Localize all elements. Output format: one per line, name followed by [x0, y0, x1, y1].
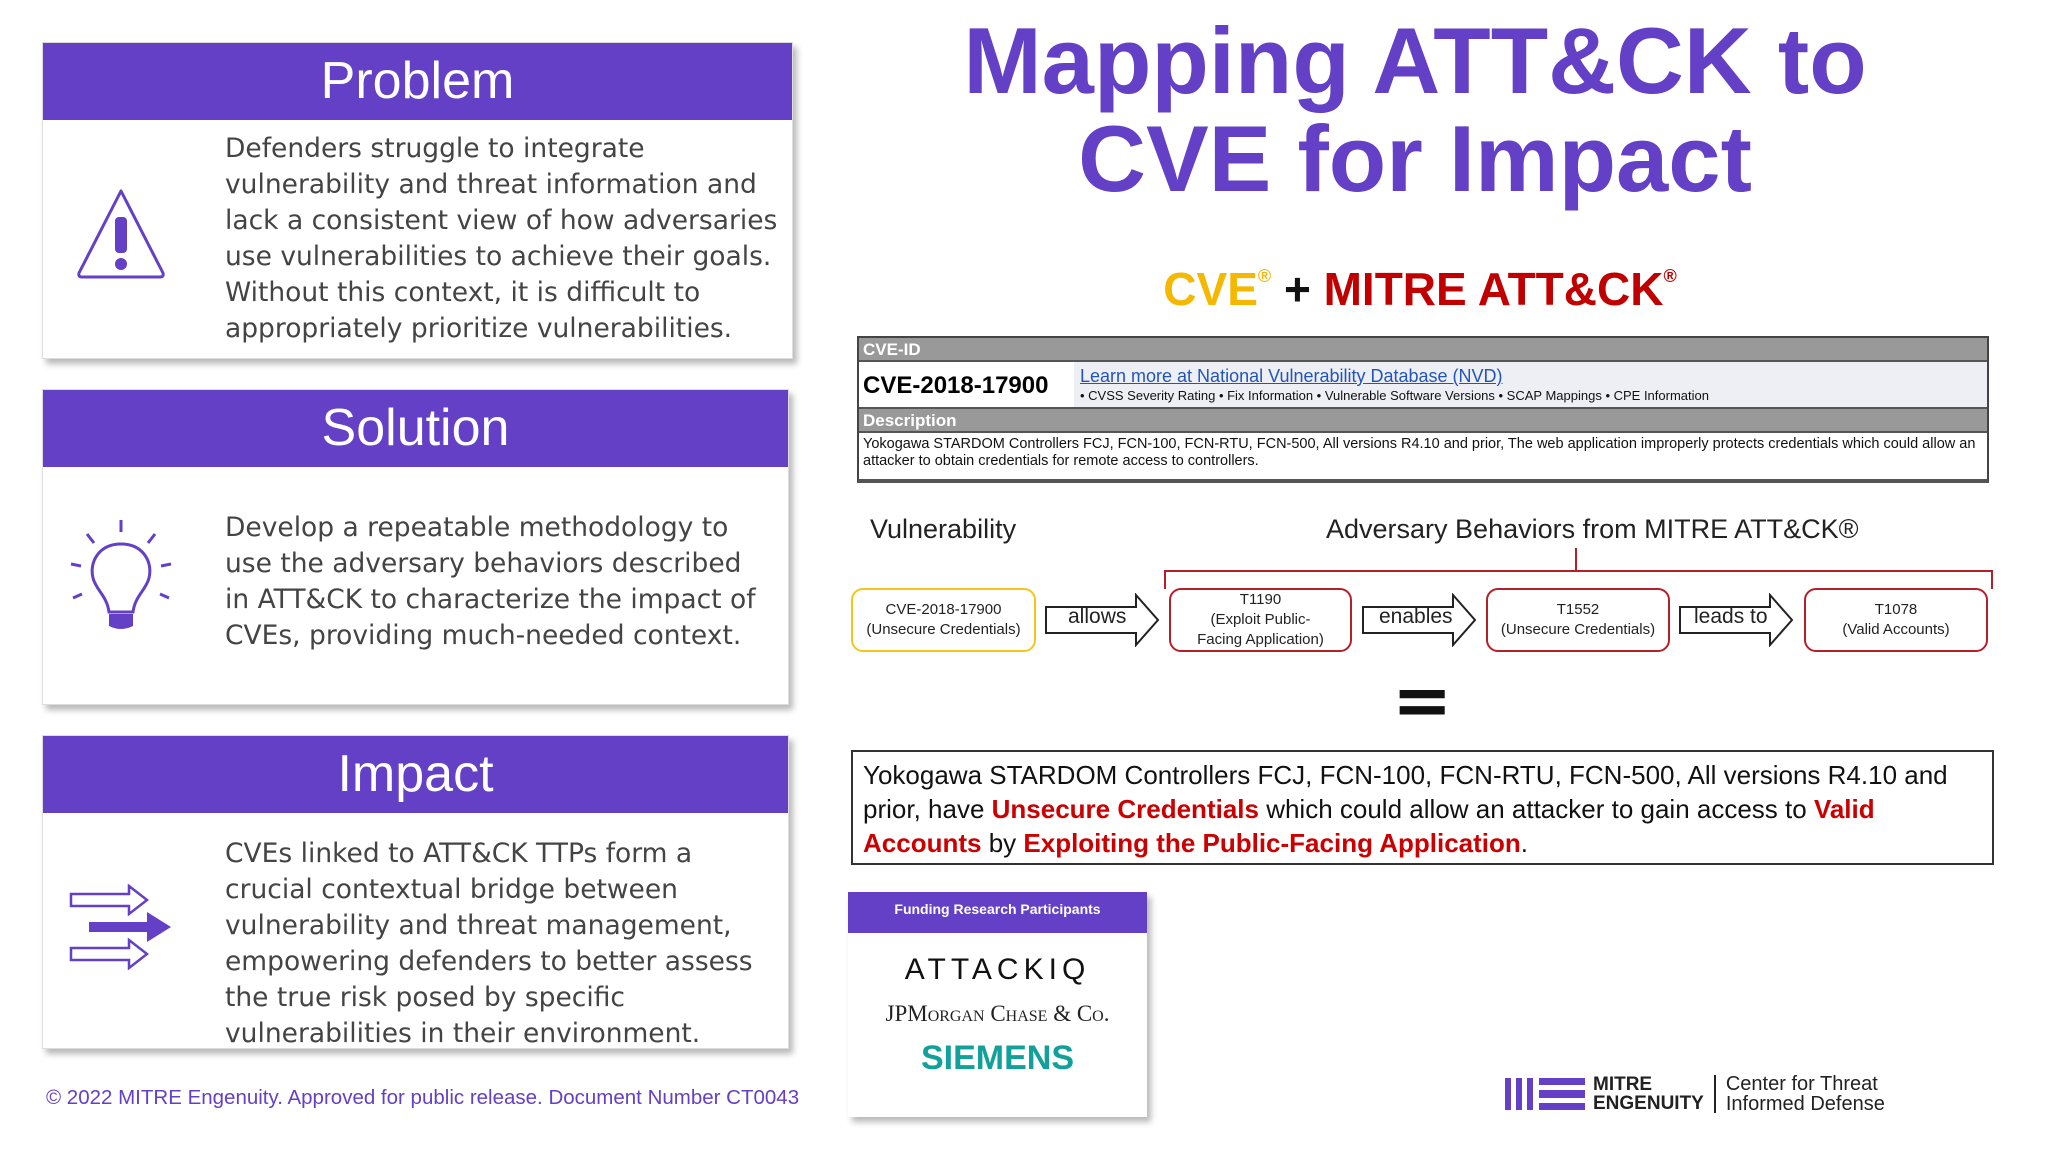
copyright: © 2022 MITRE Engenuity. Approved for public release. Document Number CT0043 — [46, 1086, 800, 1109]
title-line-1: Mapping ATT&CK to — [963, 8, 1867, 113]
result-highlight: Valid Accounts — [863, 794, 1875, 858]
node-label: (Unsecure Credentials) — [1500, 621, 1656, 638]
impact-panel — [42, 735, 789, 1049]
result-text: by — [981, 828, 1024, 858]
arrow-label: allows — [1068, 605, 1127, 628]
ctid-text: Informed Defense — [1725, 1093, 1885, 1115]
ctid-text: Center for Threat — [1725, 1073, 1878, 1095]
flow-node-t1078 — [1804, 588, 1988, 652]
flow-node-t1552 — [1486, 588, 1670, 652]
panel-title: Impact — [43, 736, 788, 813]
title-line-2: CVE for Impact — [1078, 106, 1752, 211]
panel-title: Problem — [43, 43, 792, 120]
node-label: (Exploit Public-Facing Application) — [1197, 611, 1324, 648]
nvd-link[interactable]: Learn more at National Vulnerability Database (NVD) — [1080, 366, 1503, 386]
jpmorgan-logo: JPMorgan Chase & Co. — [885, 1001, 1110, 1026]
cve-id-header: CVE-ID — [859, 338, 1987, 362]
reg-mark: ® — [1257, 266, 1272, 286]
reg-mark: ® — [1663, 266, 1677, 286]
problem-panel — [42, 42, 793, 359]
result-text: . — [1520, 828, 1529, 858]
panel-title: Solution — [43, 390, 788, 467]
page-title — [900, 8, 1930, 211]
funding-panel — [848, 892, 1147, 1117]
cve-logo: CVE — [1163, 263, 1258, 315]
panel-text: Defenders struggle to integrate vulnerability and threat information and lack a consistent view of how adversaries use vulnerabilities to achieve their goals. Without this context, it is difficult to appropriately prioritize vulnerabilities. — [225, 133, 778, 344]
funding-header: Funding Research Participants — [848, 892, 1147, 933]
result-text: which could allow an attacker to gain access to — [1258, 794, 1814, 824]
flow-node-cve — [851, 588, 1036, 652]
node-id: CVE-2018-17900 — [885, 601, 1002, 618]
logo-text: MITRE — [1593, 1074, 1653, 1095]
arrows-icon — [69, 884, 173, 970]
nvd-links-list: • CVSS Severity Rating • Fix Information • Vulnerable Software Versions • SCAP Mappings • CPE Information — [1080, 388, 1709, 403]
arrow-label: leads to — [1694, 605, 1768, 628]
plus-sign: + — [1283, 263, 1311, 315]
result-highlight: Unsecure Credentials — [991, 794, 1259, 824]
panel-text: CVEs linked to ATT&CK TTPs form a crucial contextual bridge between vulnerability and threat management, empowering defenders to better assess the true risk posed by specific vulnerabilities in their environment. — [225, 838, 753, 1049]
cve-id: CVE-2018-17900 — [863, 372, 1049, 399]
mitre-engenuity-logo — [1505, 1074, 1885, 1114]
result-statement — [851, 750, 1994, 865]
node-id: T1078 — [1874, 601, 1918, 618]
brand-line — [1100, 262, 1740, 316]
mitre-mark-icon — [1505, 1076, 1587, 1112]
attack-logo: MITRE ATT&CK — [1323, 263, 1664, 315]
result-highlight: Exploiting the Public-Facing Application — [1023, 828, 1521, 858]
node-id: T1552 — [1556, 601, 1600, 618]
arrow-enables — [1361, 593, 1477, 647]
adversary-behaviors-label: Adversary Behaviors from MITRE ATT&CK® — [1326, 514, 1859, 544]
cve-record — [857, 336, 1989, 483]
arrow-label: enables — [1379, 605, 1453, 628]
node-id: T1190 — [1239, 591, 1282, 608]
bracket — [1162, 545, 1996, 591]
panel-text: Develop a repeatable methodology to use the adversary behaviors described in ATT&CK to characterize the impact of CVEs, providing much-needed context. — [225, 512, 756, 651]
lightbulb-icon — [65, 518, 177, 632]
description-header: Description — [859, 409, 1987, 433]
warning-icon — [75, 187, 167, 281]
siemens-logo: SIEMENS — [920, 1039, 1075, 1077]
solution-panel — [42, 389, 789, 705]
node-label: (Unsecure Credentials) — [866, 621, 1021, 638]
equals-sign: = — [1392, 658, 1453, 742]
arrow-allows — [1044, 593, 1160, 647]
flow-node-t1190 — [1169, 588, 1352, 652]
attackiq-logo: ATTACKIQ — [904, 953, 1091, 986]
cve-description: Yokogawa STARDOM Controllers FCJ, FCN-100, FCN-RTU, FCN-500, All versions R4.10 and prior, The web application improperly protects credentials which could allow an attacker to obtain credentials for remote access to controllers. — [863, 436, 1976, 469]
result-text: Yokogawa STARDOM Controllers FCJ, FCN-100, FCN-RTU, FCN-500, All versions R4.10 and prior, have — [863, 760, 1948, 824]
node-label: (Valid Accounts) — [1842, 621, 1950, 638]
arrow-leads-to — [1678, 593, 1794, 647]
logo-text: ENGENUITY — [1593, 1093, 1704, 1114]
vulnerability-label: Vulnerability — [870, 514, 1017, 544]
